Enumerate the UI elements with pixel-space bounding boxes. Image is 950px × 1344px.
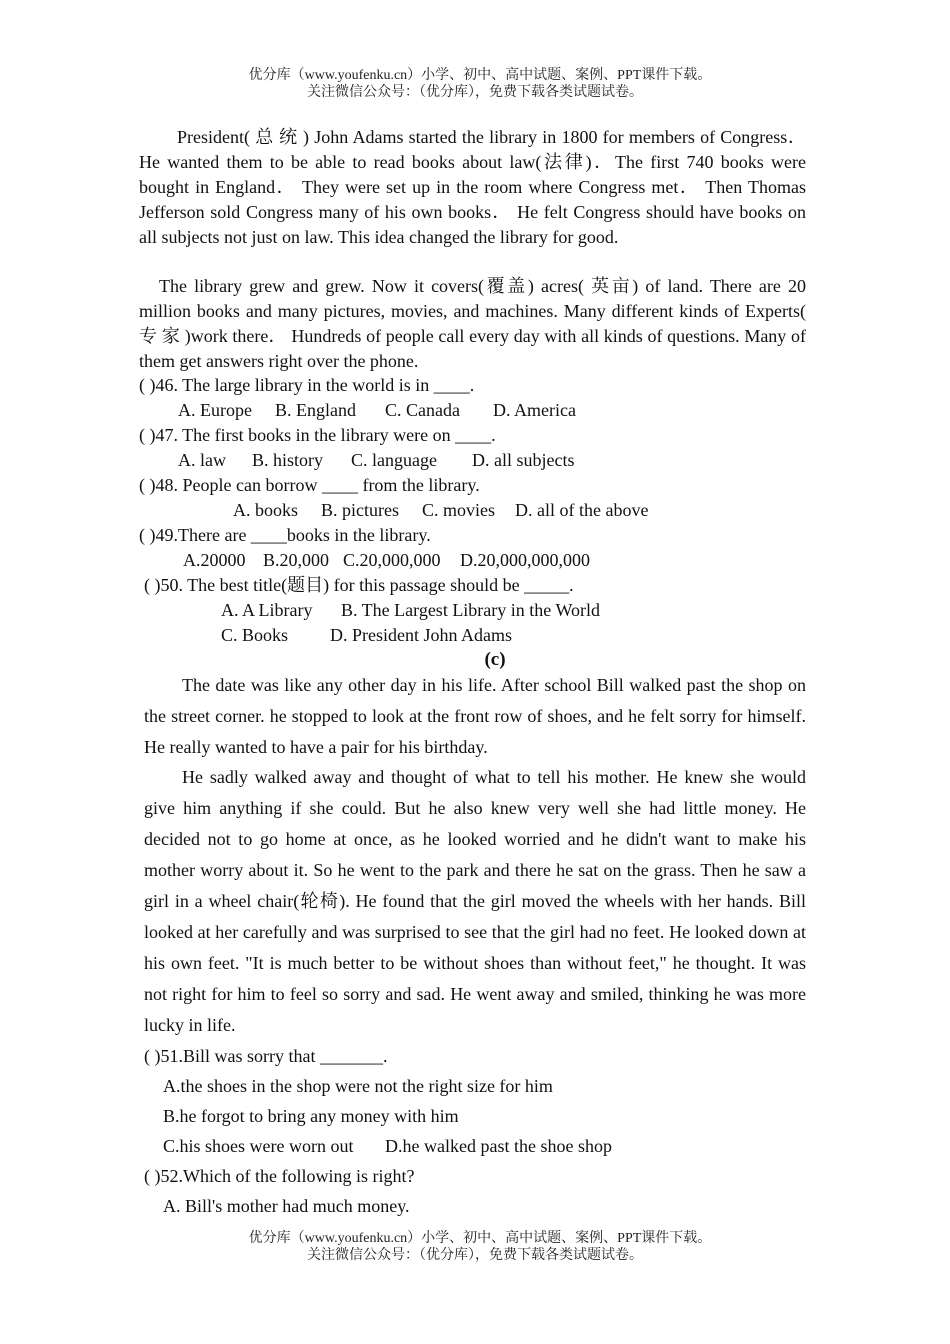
question-50-options-row-2	[221, 623, 512, 648]
question-51-option-a: A.the shoes in the shop were not the right size for him	[163, 1076, 553, 1096]
option: D. all subjects	[472, 450, 575, 470]
question-52: ( )52.Which of the following is right?	[144, 1166, 415, 1186]
option: C.20,000,000	[343, 550, 441, 570]
option: A. law	[178, 450, 226, 470]
question-49: ( )49.There are ____books in the library.	[139, 525, 431, 545]
passage-paragraph-2: The library grew and grew. Now it covers(覆盖) acres( 英亩) of land. There are 20 million books and many pictures, movies, and machines. Many different kinds of Experts( 专 家 )work there． Hundreds of people call every day with all kinds of questions. Many of them get answers right over the phone.	[139, 276, 806, 371]
question-47: ( )47. The first books in the library were on ____.	[139, 425, 496, 445]
question-48: ( )48. People can borrow ____ from the library.	[139, 475, 480, 495]
footer-line-2: 关注微信公众号：（优分库），免费下载各类试题试卷。	[307, 1248, 643, 1263]
option: C. Canada	[385, 400, 460, 420]
option: C. Books	[221, 625, 289, 645]
header-line-2: 关注微信公众号：（优分库），免费下载各类试题试卷。	[307, 85, 643, 100]
option: C. language	[351, 450, 437, 470]
option: C. movies	[422, 500, 496, 520]
question-51-option-c: C.his shoes were worn out	[163, 1136, 354, 1156]
question-49-options	[183, 548, 590, 573]
page-header	[0, 67, 950, 101]
option: B. The Largest Library in the World	[341, 600, 600, 620]
option: A. A Library	[221, 600, 313, 620]
question-51: ( )51.Bill was sorry that _______.	[144, 1046, 388, 1066]
question-51-options-cd	[163, 1131, 612, 1161]
question-51-option-b: B.he forgot to bring any money with him	[163, 1106, 459, 1126]
option: D. President John Adams	[330, 625, 512, 645]
option: A. books	[233, 500, 299, 520]
question-50: ( )50. The best title(题目) for this passage should be _____.	[144, 575, 574, 595]
question-51-option-d: D.he walked past the shoe shop	[385, 1136, 612, 1156]
option: A. Europe	[178, 400, 252, 420]
option: D. all of the above	[515, 500, 649, 520]
question-46: ( )46. The large library in the world is in ____.	[139, 375, 475, 395]
footer-line-1: 优分库（www.youfenku.cn）小学、初中、高中试题、案例、PPT课件下载。	[248, 1231, 712, 1246]
option: D.20,000,000,000	[460, 550, 590, 570]
option: D. America	[493, 400, 576, 420]
option: A.20000	[183, 550, 246, 570]
question-46-options	[178, 398, 576, 423]
story-paragraph-2: He sadly walked away and thought of what to tell his mother. He knew she would give him anything if she could. But he also knew very well she had little money. He decided not to go home at once, as he looked worried and he didn't want to make his mother worry about it. So he went to the park and there he sat on the grass. Then he saw a girl in a wheel chair(轮椅). He found that the girl moved the wheels with her hands. Bill looked at her carefully and was surprised to see that the girl had no feet. He looked down at his own feet. "It is much better to be without shoes than without feet," he thought. It was not right for him to feel so sorry and sad. He went away and smiled, thinking he was more lucky in life.	[144, 767, 806, 1035]
question-48-options	[233, 498, 648, 523]
page-footer	[0, 1230, 950, 1264]
question-52-option-a: A. Bill's mother had much money.	[163, 1196, 410, 1216]
question-50-options-row-1	[221, 598, 600, 623]
story-paragraph-1: The date was like any other day in his life. After school Bill walked past the shop on the street corner. he stopped to look at the front row of shoes, and he felt sorry for himself. He really wanted to have a pair for his birthday.	[144, 675, 806, 757]
header-line-1: 优分库（www.youfenku.cn）小学、初中、高中试题、案例、PPT课件下载。	[248, 68, 712, 83]
question-47-options	[178, 448, 574, 473]
option: B. history	[252, 450, 324, 470]
option: B.20,000	[263, 550, 330, 570]
passage-paragraph-1: President( 总 统 ) John Adams started the library in 1800 for members of Congress．He wanted them to be able to read books about law(法律)．The first 740 books were bought in England． They were set up in the room where Congress met． Then Thomas Jefferson sold Congress many of his own books． He felt Congress should have books on all subjects not just on law. This idea changed the library for good.	[139, 127, 806, 247]
section-title: (c)	[484, 649, 506, 670]
option: B. England	[275, 400, 356, 420]
option: B. pictures	[321, 500, 399, 520]
